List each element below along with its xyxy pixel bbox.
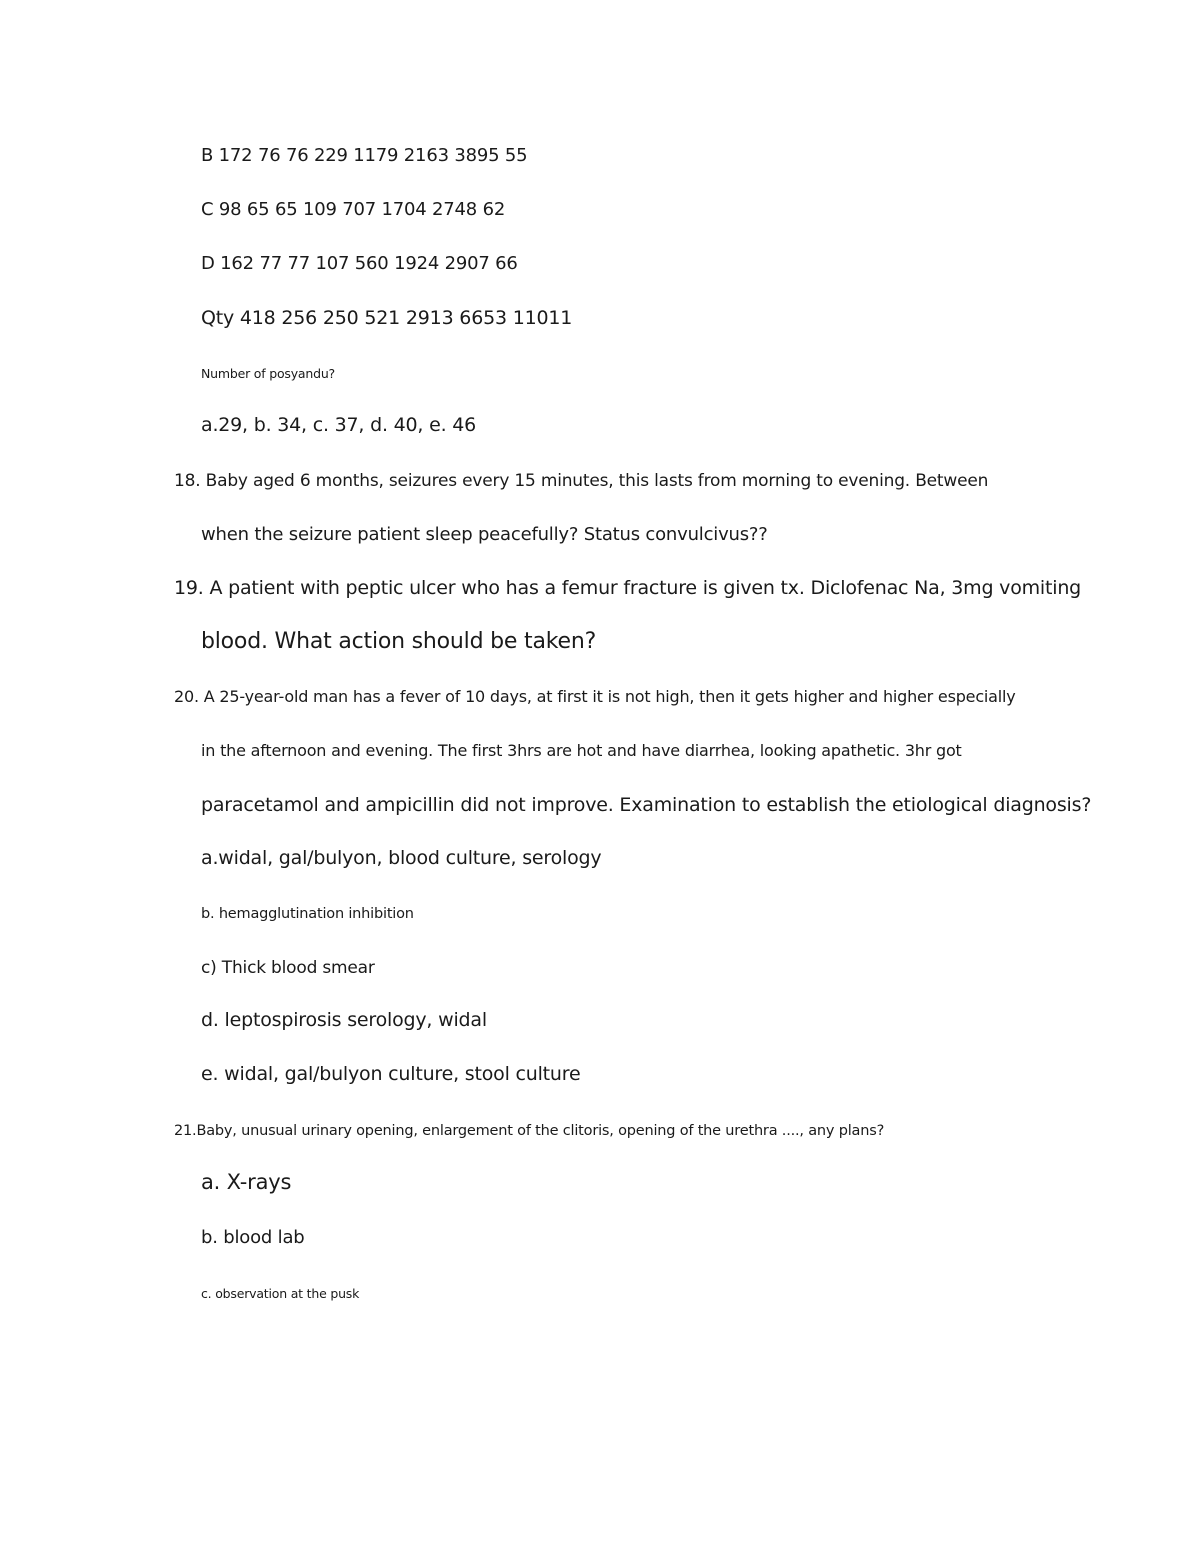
table-row-qty: Qty 418 256 250 521 2913 6653 11011 (201, 307, 573, 329)
q21-line1: 21.Baby, unusual urinary opening, enlargement of the clitoris, opening of the urethra ...., any plans? (174, 1123, 885, 1139)
table-row-d: D 162 77 77 107 560 1924 2907 66 (201, 253, 518, 274)
q19-line1: 19. A patient with peptic ulcer who has a femur fracture is given tx. Diclofenac Na, 3mg vomiting (174, 577, 1082, 599)
q20-option-b: b. hemagglutination inhibition (201, 906, 414, 922)
q18-line1: 18. Baby aged 6 months, seizures every 15 minutes, this lasts from morning to evening. Between (174, 471, 989, 491)
table-row-c: C 98 65 65 109 707 1704 2748 62 (201, 199, 506, 220)
q20-line3: paracetamol and ampicillin did not improve. Examination to establish the etiological diagnosis? (201, 794, 1092, 816)
table-row-b: B 172 76 76 229 1179 2163 3895 55 (201, 145, 528, 166)
q17-options: a.29, b. 34, c. 37, d. 40, e. 46 (201, 414, 477, 436)
q20-option-c: c) Thick blood smear (201, 958, 375, 978)
q17-prompt: Number of posyandu? (201, 366, 335, 381)
q20-line2: in the afternoon and evening. The first 3hrs are hot and have diarrhea, looking apathetic. 3hr got (201, 741, 962, 760)
q21-option-c: c. observation at the pusk (201, 1286, 360, 1301)
q20-option-a: a.widal, gal/bulyon, blood culture, serology (201, 847, 602, 869)
q21-option-a: a. X-rays (201, 1170, 292, 1194)
q20-option-d: d. leptospirosis serology, widal (201, 1009, 487, 1031)
q20-line1: 20. A 25-year-old man has a fever of 10 days, at first it is not high, then it gets higher and higher especially (174, 687, 1016, 706)
q21-option-b: b. blood lab (201, 1227, 305, 1248)
q20-option-e: e. widal, gal/bulyon culture, stool culture (201, 1063, 581, 1085)
q18-line2: when the seizure patient sleep peacefully? Status convulcivus?? (201, 524, 768, 545)
q19-line2: blood. What action should be taken? (201, 629, 597, 654)
